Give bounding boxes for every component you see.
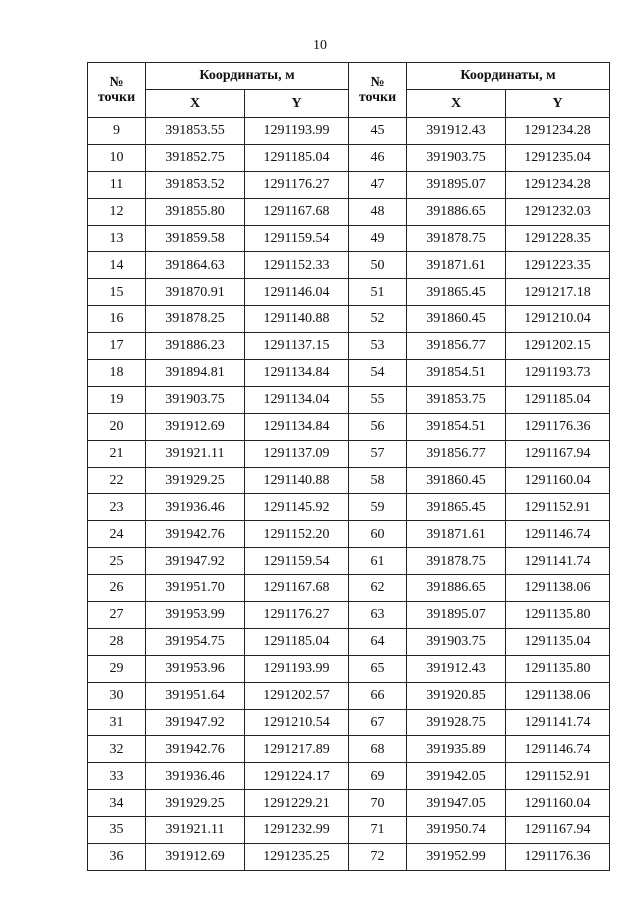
x-coordinate-cell: 391942.05 [407, 763, 506, 790]
x-coordinate-cell: 391864.63 [146, 252, 245, 279]
x-coordinate-cell: 391921.11 [146, 440, 245, 467]
y-coordinate-cell: 1291152.20 [245, 521, 349, 548]
y-coordinate-cell: 1291138.06 [506, 682, 610, 709]
y-coordinate-cell: 1291152.91 [506, 763, 610, 790]
y-coordinate-cell: 1291137.09 [245, 440, 349, 467]
y-header-left: Y [245, 90, 349, 118]
point-number-cell: 48 [349, 198, 407, 225]
point-number-cell: 10 [88, 144, 146, 171]
point-number-cell: 14 [88, 252, 146, 279]
x-coordinate-cell: 391886.65 [407, 575, 506, 602]
table-row [88, 655, 610, 682]
table-row [88, 844, 610, 871]
point-number-cell: 35 [88, 817, 146, 844]
y-coordinate-cell: 1291159.54 [245, 225, 349, 252]
point-number-cell: 12 [88, 198, 146, 225]
point-number-cell: 61 [349, 548, 407, 575]
x-coordinate-cell: 391929.25 [146, 790, 245, 817]
x-coordinate-cell: 391854.51 [407, 413, 506, 440]
x-header-right: X [407, 90, 506, 118]
x-coordinate-cell: 391942.76 [146, 736, 245, 763]
point-number-cell: 28 [88, 628, 146, 655]
point-number-cell: 69 [349, 763, 407, 790]
point-number-cell: 57 [349, 440, 407, 467]
y-coordinate-cell: 1291138.06 [506, 575, 610, 602]
point-number-cell: 52 [349, 306, 407, 333]
point-number-cell: 21 [88, 440, 146, 467]
y-coordinate-cell: 1291141.74 [506, 548, 610, 575]
point-number-cell: 23 [88, 494, 146, 521]
table-row [88, 709, 610, 736]
x-coordinate-cell: 391878.25 [146, 306, 245, 333]
x-coordinate-cell: 391953.99 [146, 602, 245, 629]
y-coordinate-cell: 1291193.73 [506, 360, 610, 387]
y-coordinate-cell: 1291140.88 [245, 306, 349, 333]
point-number-cell: 65 [349, 655, 407, 682]
point-number-cell: 60 [349, 521, 407, 548]
y-coordinate-cell: 1291146.04 [245, 279, 349, 306]
point-number-cell: 46 [349, 144, 407, 171]
x-coordinate-cell: 391947.92 [146, 709, 245, 736]
point-number-cell: 56 [349, 413, 407, 440]
x-coordinate-cell: 391856.77 [407, 333, 506, 360]
x-coordinate-cell: 391951.64 [146, 682, 245, 709]
table-row [88, 763, 610, 790]
x-coordinate-cell: 391903.75 [407, 628, 506, 655]
table-row [88, 682, 610, 709]
point-number-cell: 16 [88, 306, 146, 333]
point-number-cell: 47 [349, 171, 407, 198]
y-coordinate-cell: 1291134.84 [245, 413, 349, 440]
coordinates-table [87, 62, 610, 871]
point-number-cell: 31 [88, 709, 146, 736]
point-number-cell: 62 [349, 575, 407, 602]
y-coordinate-cell: 1291176.27 [245, 602, 349, 629]
y-coordinate-cell: 1291167.68 [245, 198, 349, 225]
y-coordinate-cell: 1291223.35 [506, 252, 610, 279]
table-row [88, 521, 610, 548]
y-coordinate-cell: 1291134.84 [245, 360, 349, 387]
x-coordinate-cell: 391894.81 [146, 360, 245, 387]
point-number-cell: 71 [349, 817, 407, 844]
point-number-cell: 24 [88, 521, 146, 548]
y-coordinate-cell: 1291145.92 [245, 494, 349, 521]
x-coordinate-cell: 391954.75 [146, 628, 245, 655]
point-number-cell: 19 [88, 386, 146, 413]
point-number-cell: 26 [88, 575, 146, 602]
point-number-cell: 36 [88, 844, 146, 871]
point-number-cell: 17 [88, 333, 146, 360]
y-coordinate-cell: 1291232.99 [245, 817, 349, 844]
y-coordinate-cell: 1291193.99 [245, 118, 349, 145]
y-coordinate-cell: 1291167.68 [245, 575, 349, 602]
point-number-cell: 68 [349, 736, 407, 763]
x-coordinate-cell: 391852.75 [146, 144, 245, 171]
y-coordinate-cell: 1291185.04 [245, 628, 349, 655]
x-coordinate-cell: 391951.70 [146, 575, 245, 602]
x-coordinate-cell: 391936.46 [146, 763, 245, 790]
y-coordinate-cell: 1291228.35 [506, 225, 610, 252]
point-number-cell: 51 [349, 279, 407, 306]
x-coordinate-cell: 391870.91 [146, 279, 245, 306]
point-number-cell: 25 [88, 548, 146, 575]
table-row [88, 360, 610, 387]
table-row [88, 628, 610, 655]
x-coordinate-cell: 391853.52 [146, 171, 245, 198]
y-coordinate-cell: 1291235.25 [245, 844, 349, 871]
x-coordinate-cell: 391903.75 [407, 144, 506, 171]
y-coordinate-cell: 1291202.57 [245, 682, 349, 709]
point-number-cell: 72 [349, 844, 407, 871]
point-number-cell: 11 [88, 171, 146, 198]
point-number-cell: 32 [88, 736, 146, 763]
y-coordinate-cell: 1291234.28 [506, 118, 610, 145]
x-coordinate-cell: 391942.76 [146, 521, 245, 548]
y-coordinate-cell: 1291135.04 [506, 628, 610, 655]
point-number-header-right [349, 63, 407, 118]
table-row [88, 252, 610, 279]
y-coordinate-cell: 1291160.04 [506, 467, 610, 494]
y-coordinate-cell: 1291235.04 [506, 144, 610, 171]
x-coordinate-cell: 391853.55 [146, 118, 245, 145]
x-coordinate-cell: 391860.45 [407, 306, 506, 333]
table-row [88, 225, 610, 252]
table-row [88, 306, 610, 333]
table-row [88, 602, 610, 629]
x-coordinate-cell: 391952.99 [407, 844, 506, 871]
x-coordinate-cell: 391912.43 [407, 118, 506, 145]
point-number-cell: 29 [88, 655, 146, 682]
point-number-cell: 22 [88, 467, 146, 494]
x-coordinate-cell: 391912.43 [407, 655, 506, 682]
x-coordinate-cell: 391856.77 [407, 440, 506, 467]
point-number-cell: 13 [88, 225, 146, 252]
y-coordinate-cell: 1291176.36 [506, 413, 610, 440]
point-number-cell: 53 [349, 333, 407, 360]
y-coordinate-cell: 1291160.04 [506, 790, 610, 817]
x-coordinate-cell: 391928.75 [407, 709, 506, 736]
table-row [88, 413, 610, 440]
y-coordinate-cell: 1291176.27 [245, 171, 349, 198]
y-coordinate-cell: 1291210.54 [245, 709, 349, 736]
x-coordinate-cell: 391936.46 [146, 494, 245, 521]
y-coordinate-cell: 1291146.74 [506, 736, 610, 763]
y-coordinate-cell: 1291134.04 [245, 386, 349, 413]
point-number-cell: 45 [349, 118, 407, 145]
x-coordinate-cell: 391878.75 [407, 548, 506, 575]
point-number-cell: 63 [349, 602, 407, 629]
point-number-cell: 70 [349, 790, 407, 817]
y-coordinate-cell: 1291140.88 [245, 467, 349, 494]
point-number-cell: 64 [349, 628, 407, 655]
x-coordinate-cell: 391935.89 [407, 736, 506, 763]
x-coordinate-cell: 391921.11 [146, 817, 245, 844]
point-number-cell: 33 [88, 763, 146, 790]
x-coordinate-cell: 391953.96 [146, 655, 245, 682]
x-coordinate-cell: 391947.05 [407, 790, 506, 817]
x-coordinate-cell: 391895.07 [407, 602, 506, 629]
y-coordinate-cell: 1291210.04 [506, 306, 610, 333]
x-coordinate-cell: 391865.45 [407, 494, 506, 521]
y-coordinate-cell: 1291159.54 [245, 548, 349, 575]
y-coordinate-cell: 1291185.04 [245, 144, 349, 171]
point-number-cell: 15 [88, 279, 146, 306]
x-coordinate-cell: 391912.69 [146, 413, 245, 440]
y-coordinate-cell: 1291185.04 [506, 386, 610, 413]
y-coordinate-cell: 1291229.21 [245, 790, 349, 817]
x-coordinate-cell: 391853.75 [407, 386, 506, 413]
table-row [88, 736, 610, 763]
table-row [88, 548, 610, 575]
table-row [88, 198, 610, 225]
y-coordinate-cell: 1291152.33 [245, 252, 349, 279]
point-number-header-left [88, 63, 146, 118]
x-coordinate-cell: 391920.85 [407, 682, 506, 709]
coordinates-rows [88, 118, 610, 871]
x-coordinate-cell: 391947.92 [146, 548, 245, 575]
point-number-cell: 54 [349, 360, 407, 387]
point-number-cell: 30 [88, 682, 146, 709]
y-coordinate-cell: 1291224.17 [245, 763, 349, 790]
table-row [88, 118, 610, 145]
y-coordinate-cell: 1291217.89 [245, 736, 349, 763]
point-number-cell: 59 [349, 494, 407, 521]
point-number-cell: 18 [88, 360, 146, 387]
y-coordinate-cell: 1291193.99 [245, 655, 349, 682]
table-row [88, 279, 610, 306]
point-number-cell: 27 [88, 602, 146, 629]
x-coordinate-cell: 391886.23 [146, 333, 245, 360]
y-coordinate-cell: 1291202.15 [506, 333, 610, 360]
point-number-cell: 67 [349, 709, 407, 736]
number-sign: № [109, 74, 124, 90]
point-number-cell: 34 [88, 790, 146, 817]
x-coordinate-cell: 391912.69 [146, 844, 245, 871]
x-coordinate-cell: 391878.75 [407, 225, 506, 252]
x-coordinate-cell: 391865.45 [407, 279, 506, 306]
x-coordinate-cell: 391950.74 [407, 817, 506, 844]
x-coordinate-cell: 391855.80 [146, 198, 245, 225]
number-sign: № [370, 74, 385, 90]
point-number-cell: 55 [349, 386, 407, 413]
table-row [88, 467, 610, 494]
x-coordinate-cell: 391860.45 [407, 467, 506, 494]
point-number-cell: 58 [349, 467, 407, 494]
table-row [88, 386, 610, 413]
table-row [88, 790, 610, 817]
table-row [88, 817, 610, 844]
y-coordinate-cell: 1291176.36 [506, 844, 610, 871]
y-coordinate-cell: 1291135.80 [506, 655, 610, 682]
x-coordinate-cell: 391854.51 [407, 360, 506, 387]
x-coordinate-cell: 391903.75 [146, 386, 245, 413]
point-number-cell: 9 [88, 118, 146, 145]
x-coordinate-cell: 391871.61 [407, 521, 506, 548]
y-header-right: Y [506, 90, 610, 118]
y-coordinate-cell: 1291152.91 [506, 494, 610, 521]
y-coordinate-cell: 1291167.94 [506, 440, 610, 467]
y-coordinate-cell: 1291141.74 [506, 709, 610, 736]
point-number-cell: 49 [349, 225, 407, 252]
x-coordinate-cell: 391929.25 [146, 467, 245, 494]
point-number-cell: 50 [349, 252, 407, 279]
table-row [88, 440, 610, 467]
point-label: точки [358, 90, 397, 105]
y-coordinate-cell: 1291217.18 [506, 279, 610, 306]
x-coordinate-cell: 391871.61 [407, 252, 506, 279]
y-coordinate-cell: 1291167.94 [506, 817, 610, 844]
table-row [88, 333, 610, 360]
page-number: 10 [313, 38, 327, 53]
y-coordinate-cell: 1291232.03 [506, 198, 610, 225]
y-coordinate-cell: 1291146.74 [506, 521, 610, 548]
point-number-cell: 20 [88, 413, 146, 440]
point-number-cell: 66 [349, 682, 407, 709]
table-row [88, 171, 610, 198]
table-row [88, 575, 610, 602]
y-coordinate-cell: 1291137.15 [245, 333, 349, 360]
point-label: точки [97, 90, 136, 105]
x-header-left: X [146, 90, 245, 118]
x-coordinate-cell: 391886.65 [407, 198, 506, 225]
x-coordinate-cell: 391895.07 [407, 171, 506, 198]
coordinates-header-right: Координаты, м [407, 63, 610, 90]
coordinates-header-left: Координаты, м [146, 63, 349, 90]
table-row [88, 494, 610, 521]
y-coordinate-cell: 1291234.28 [506, 171, 610, 198]
y-coordinate-cell: 1291135.80 [506, 602, 610, 629]
x-coordinate-cell: 391859.58 [146, 225, 245, 252]
table-row [88, 144, 610, 171]
